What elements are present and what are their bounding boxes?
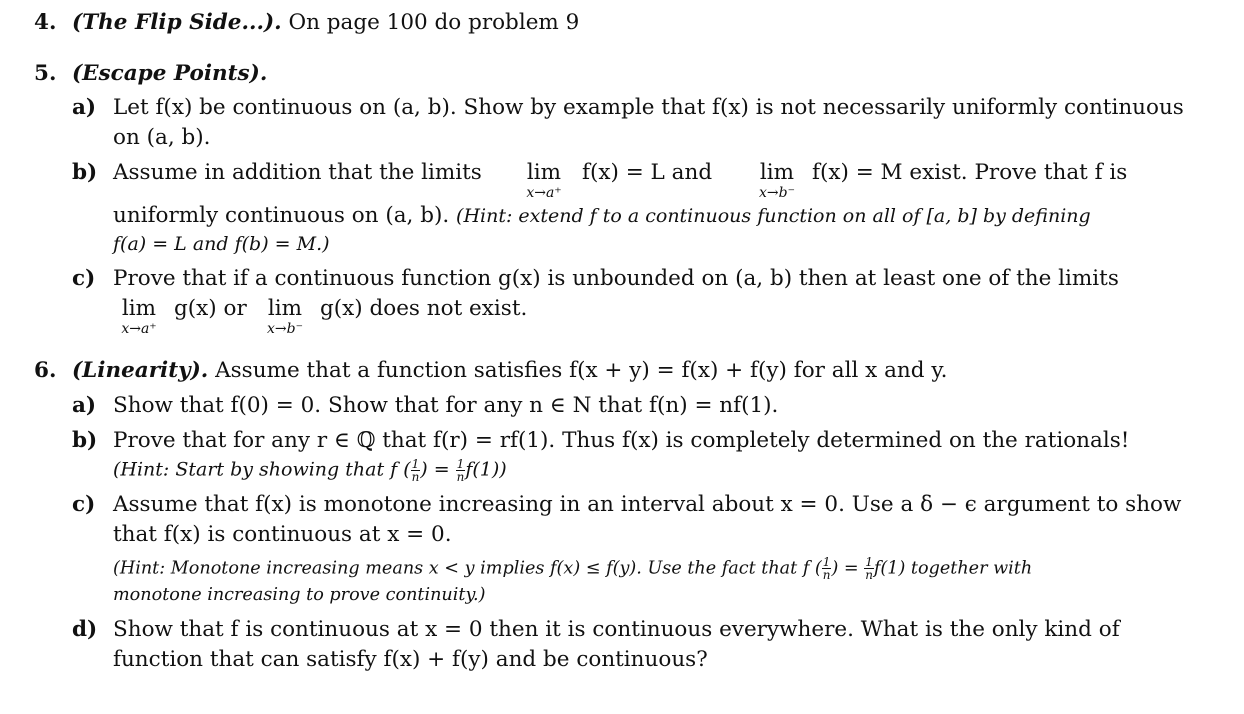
problem-5a-line-2: on (a, b). [113,125,211,150]
problem-6c-hint-line-1: (Hint: Monotone increasing means x < y implies f(x) ≤ f(y). Use the fact that f ( $\frac{1}{n}$ ) = $\frac{1}{n}$ f(1) together with [113,555,1033,582]
limit-operator: lim [121,296,157,321]
fraction-one-over-n: $\frac{1}{n}$ [865,555,873,582]
problem-6c-line-1: Assume that f(x) is monotone increasing in an interval about x = 0. Use a δ − ϵ argument to show [113,492,1182,517]
limit-subscript: x→b⁻ [759,184,795,201]
problem-5a-label: a) [72,95,97,120]
problem-6b-hint-post: f(1)) [465,458,507,481]
problem-6-line [72,360,948,382]
problem-5-number: 5. [34,61,57,86]
problem-6-text: Assume that a function satisfies f(x + y) = f(x) + f(y) for all x and y. [215,358,948,383]
problem-5c-mid: g(x) or [174,296,247,321]
problem-5c-limit-a [110,298,168,336]
limit-operator: lim [526,160,562,185]
problem-5b-post: f(x) = M exist. Prove that f is [812,160,1128,185]
problem-5b-pre: Assume in addition that the limits [113,160,482,185]
problem-6d-label: d) [72,617,98,642]
problem-5-title: (Escape Points). [72,61,268,86]
problem-5c-line-1: Prove that if a continuous function g(x) is unbounded on (a, b) then at least one of the limits [113,266,1119,291]
problem-6b-label: b) [72,428,98,453]
problem-6-title: (Linearity). [72,358,209,383]
problem-6c-label: c) [72,492,96,517]
problem-6a-label: a) [72,393,97,418]
problem-5c-limit-b [256,298,314,336]
problem-6c-hint-pre: (Hint: Monotone increasing means x < y implies f(x) ≤ f(y). Use the fact that f [113,558,810,579]
limit-subscript: x→a⁺ [121,320,157,337]
problem-5c-label: c) [72,266,96,291]
problem-5b-hint-line-2: f(a) = L and f(b) = M.) [113,233,330,255]
problem-6b-hint-mid: = [433,458,450,481]
fraction-one-over-n: $\frac{1}{n}$ [456,457,465,484]
fraction-one-over-n: $\frac{1}{n}$ [411,457,420,484]
problem-5c-post: g(x) does not exist. [320,296,528,321]
problem-5a-line-1: Let f(x) be continuous on (a, b). Show by example that f(x) is not necessarily uniformly continuous [113,95,1184,120]
problem-5b-limit-b [748,162,806,200]
limit-subscript: x→b⁻ [267,320,303,337]
problem-4-text: On page 100 do problem 9 [288,10,580,35]
problem-5b-label: b) [72,160,98,185]
problem-4-number: 4. [34,10,57,35]
problem-4-line [72,12,579,34]
problem-5b-mid: f(x) = L and [582,160,713,185]
problem-6d-line-2: function that can satisfy f(x) + f(y) and be continuous? [113,647,708,672]
problem-6c-hint-post: f(1) together with [873,558,1033,579]
limit-subscript: x→a⁺ [526,184,562,201]
problem-4-title: (The Flip Side...). [72,10,282,35]
problem-6b-line-1: Prove that for any r ∈ ℚ that f(r) = rf(1). Thus f(x) is completely determined on the rationals! [113,428,1130,453]
problem-6b-hint: (Hint: Start by showing that f ( $\frac{1}{n}$ ) = $\frac{1}{n}$ f(1)) [113,457,507,484]
problem-5b-limit-a [512,162,576,200]
problem-6c-hint-line-2: monotone increasing to prove continuity.) [113,585,486,605]
problem-5b-hint: (Hint: extend f to a continuous function on all of [a, b] by defining [456,205,1091,227]
problem-5b-line-2-text: uniformly continuous on (a, b). [113,203,450,228]
limit-operator: lim [267,296,303,321]
problem-6c-line-2: that f(x) is continuous at x = 0. [113,522,452,547]
problem-5b-line-2 [113,205,1091,227]
problem-6-number: 6. [34,358,57,383]
problem-6a-line-1: Show that f(0) = 0. Show that for any n ∈ N that f(n) = nf(1). [113,393,779,418]
problem-6d-line-1: Show that f is continuous at x = 0 then it is continuous everywhere. What is the only kind of [113,617,1120,642]
limit-operator: lim [759,160,795,185]
problem-6c-hint-mid: = [843,558,859,579]
problem-6b-hint-pre: (Hint: Start by showing that f [113,458,398,481]
fraction-one-over-n: $\frac{1}{n}$ [822,555,831,582]
